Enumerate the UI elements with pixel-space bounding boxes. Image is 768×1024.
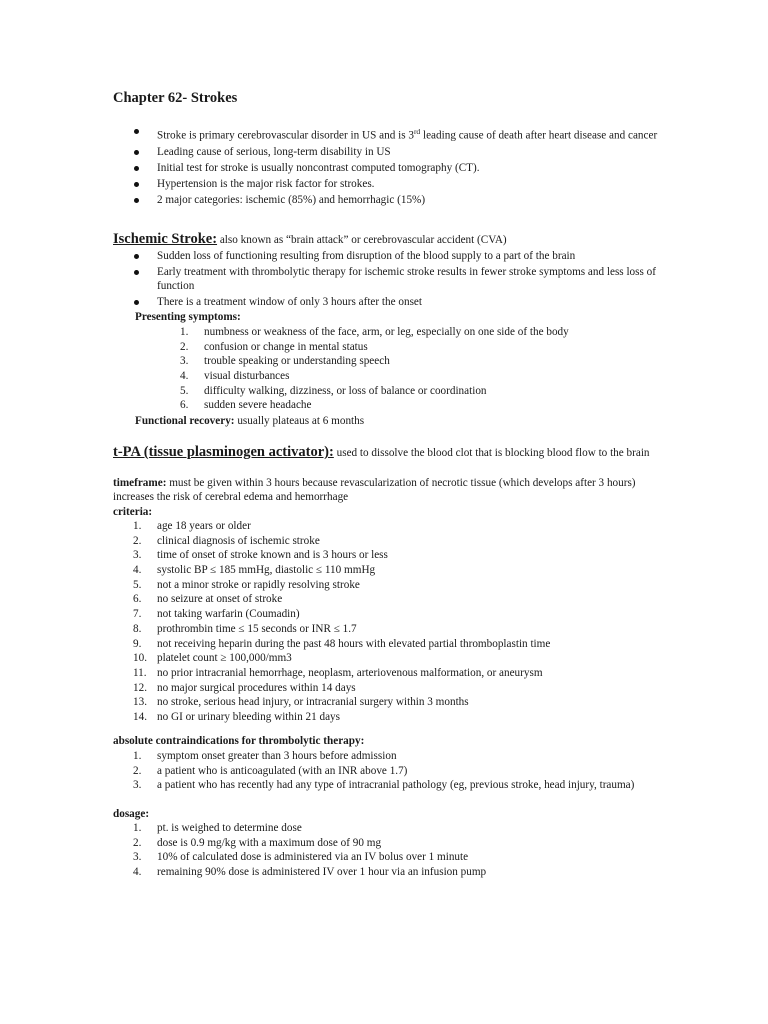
ischemic-heading: [113, 233, 507, 248]
item-text: confusion or change in mental status: [204, 340, 368, 353]
item-text: not receiving heparin during the past 48 hours with elevated partial thromboplastin time: [157, 637, 551, 650]
list-item: [180, 326, 660, 341]
section-heading-desc: also known as “brain attack” or cerebrovascular accident (CVA): [217, 234, 507, 246]
list-item: [133, 682, 653, 697]
bullet-icon: [134, 166, 139, 171]
list-item: [133, 520, 653, 535]
functional-recovery-text: usually plateaus at 6 months: [234, 415, 365, 427]
item-number: 2.: [180, 340, 189, 353]
list-item: [133, 250, 668, 264]
section-heading: Ischemic Stroke:: [113, 231, 218, 247]
item-number: 5.: [180, 384, 189, 397]
item-number: 13.: [133, 696, 147, 709]
bullet-icon: [134, 129, 139, 134]
item-number: 6.: [133, 593, 142, 606]
criteria-label: criteria:: [113, 506, 153, 518]
bullet-text: Sudden loss of functioning resulting from disruption of the blood supply to a part of the brain: [157, 250, 576, 262]
bullet-text: Stroke is primary cerebrovascular disorder in US and is 3: [157, 129, 414, 142]
dosage-label: dosage:: [113, 808, 150, 820]
list-item: [133, 146, 668, 160]
item-text: clinical diagnosis of ischemic stroke: [157, 534, 320, 547]
superscript: rd: [413, 127, 421, 136]
item-number: 11.: [133, 666, 147, 679]
bullet-text: Early treatment with thrombolytic therapy for ischemic stroke results in fewer stroke symptoms and less loss of function: [157, 266, 656, 292]
bullet-icon: [134, 254, 139, 259]
item-text: pt. is weighed to determine dose: [157, 822, 302, 834]
item-text: dose is 0.9 mg/kg with a maximum dose of 90 mg: [157, 836, 382, 849]
item-text: platelet count ≥ 100,000/mm3: [157, 652, 292, 665]
item-number: 7.: [133, 608, 142, 621]
list-item: [180, 341, 660, 356]
bullet-text: Initial test for stroke is usually noncontrast computed tomography (CT).: [157, 161, 480, 174]
list-item: [133, 822, 653, 837]
item-number: 10.: [133, 652, 147, 665]
item-number: 1.: [133, 520, 142, 532]
item-number: 2.: [133, 836, 142, 849]
item-text: no prior intracranial hemorrhage, neoplasm, arteriovenous malformation, or aneurysm: [157, 666, 543, 679]
list-item: [133, 667, 653, 682]
item-number: 3.: [180, 355, 189, 368]
list-item: [133, 593, 653, 608]
presenting-symptoms-list: [180, 326, 660, 414]
item-text: not a minor stroke or rapidly resolving stroke: [157, 578, 360, 591]
list-item: [133, 162, 668, 176]
list-item: [133, 837, 653, 852]
list-item: [133, 194, 668, 208]
ischemic-bullet-list: [133, 250, 668, 312]
list-item: [133, 535, 653, 550]
item-number: 2.: [133, 534, 142, 547]
chapter-title: Chapter 62- Strokes: [113, 90, 238, 106]
bullet-text-cont: leading cause of death after heart disease and cancer: [420, 129, 658, 142]
list-item: [133, 296, 668, 310]
item-text: time of onset of stroke known and is 3 hours or less: [157, 549, 388, 562]
item-number: 1.: [133, 750, 142, 762]
list-item: [180, 399, 660, 414]
timeframe-paragraph: [113, 477, 658, 504]
list-item: [180, 370, 660, 385]
item-number: 4.: [133, 866, 142, 879]
item-number: 3.: [133, 779, 142, 792]
item-text: not taking warfarin (Coumadin): [157, 608, 300, 621]
list-item: [133, 866, 653, 881]
list-item: [133, 623, 653, 638]
item-number: 4.: [180, 370, 189, 383]
item-text: sudden severe headache: [204, 399, 312, 412]
timeframe-label: timeframe:: [113, 477, 167, 489]
section-heading: t-PA (tissue plasminogen activator):: [113, 444, 334, 460]
list-item: [133, 549, 653, 564]
bullet-icon: [134, 182, 139, 187]
list-item: [133, 851, 653, 866]
dosage-list: [133, 822, 653, 881]
bullet-text: Leading cause of serious, long-term disability in US: [157, 145, 391, 158]
item-text: no GI or urinary bleeding within 21 days: [157, 710, 341, 723]
item-text: remaining 90% dose is administered IV over 1 hour via an infusion pump: [157, 866, 487, 879]
list-item: [133, 779, 658, 808]
item-number: 4.: [133, 564, 142, 577]
section-heading-desc: used to dissolve the blood clot that is blocking blood flow to the brain: [333, 447, 650, 459]
list-item: [133, 638, 653, 653]
item-text: a patient who is anticoagulated (with an INR above 1.7): [157, 764, 408, 777]
list-item: [180, 385, 660, 400]
list-item: [133, 750, 658, 765]
item-number: 1.: [133, 822, 142, 834]
bullet-icon: [134, 300, 139, 305]
list-item: [133, 125, 668, 143]
item-text: age 18 years or older: [157, 520, 251, 532]
bullet-text: 2 major categories: ischemic (85%) and hemorrhagic (15%): [157, 194, 426, 207]
bullet-icon: [134, 270, 139, 275]
item-text: no stroke, serious head injury, or intracranial surgery within 3 months: [157, 696, 469, 709]
item-text: 10% of calculated dose is administered via an IV bolus over 1 minute: [157, 851, 469, 864]
contraindications-list: [133, 750, 658, 808]
item-number: 2.: [133, 764, 142, 777]
item-text: systolic BP ≤ 185 mmHg, diastolic ≤ 110 mmHg: [157, 564, 376, 577]
timeframe-text: must be given within 3 hours because revascularization of necrotic tissue (which develops after 3 hours) increases the risk of cerebral edema and hemorrhage: [113, 477, 636, 503]
bullet-icon: [134, 150, 139, 155]
item-number: 3.: [133, 851, 142, 864]
list-item: [180, 355, 660, 370]
list-item: [133, 696, 653, 711]
contraindications-label: absolute contraindications for thrombolytic therapy:: [113, 735, 365, 747]
functional-recovery: [135, 415, 364, 429]
bullet-text: Hypertension is the major risk factor for strokes.: [157, 178, 375, 191]
item-number: 6.: [180, 399, 189, 412]
item-text: difficulty walking, dizziness, or loss of balance or coordination: [204, 384, 487, 397]
item-text: a patient who has recently had any type of intracranial pathology (eg, previous stroke, head injury, trauma): [157, 779, 635, 792]
list-item: [133, 564, 653, 579]
item-text: no major surgical procedures within 14 days: [157, 681, 356, 694]
tpa-heading: [113, 446, 658, 461]
item-text: prothrombin time ≤ 15 seconds or INR ≤ 1.7: [157, 622, 357, 635]
item-text: visual disturbances: [204, 370, 290, 383]
list-item: [133, 579, 653, 594]
criteria-list: [133, 520, 653, 726]
list-item: [133, 765, 658, 780]
list-item: [133, 711, 653, 726]
item-number: 8.: [133, 622, 142, 635]
list-item: [133, 178, 668, 192]
item-text: trouble speaking or understanding speech: [204, 355, 390, 368]
list-item: [133, 266, 668, 293]
list-item: [133, 652, 653, 667]
list-item: [133, 608, 653, 623]
item-number: 3.: [133, 549, 142, 562]
bullet-text: There is a treatment window of only 3 hours after the onset: [157, 295, 423, 308]
bullet-icon: [134, 198, 139, 203]
item-text: numbness or weakness of the face, arm, or leg, especially on one side of the body: [204, 326, 569, 338]
functional-recovery-label: Functional recovery:: [135, 415, 235, 427]
item-text: no seizure at onset of stroke: [157, 593, 283, 606]
item-number: 9.: [133, 637, 142, 650]
item-text: symptom onset greater than 3 hours before admission: [157, 750, 397, 762]
item-number: 14.: [133, 710, 147, 723]
item-number: 1.: [180, 326, 189, 338]
presenting-symptoms-label: Presenting symptoms:: [135, 311, 241, 323]
item-number: 12.: [133, 681, 147, 694]
item-number: 5.: [133, 578, 142, 591]
intro-bullet-list: [133, 125, 668, 210]
